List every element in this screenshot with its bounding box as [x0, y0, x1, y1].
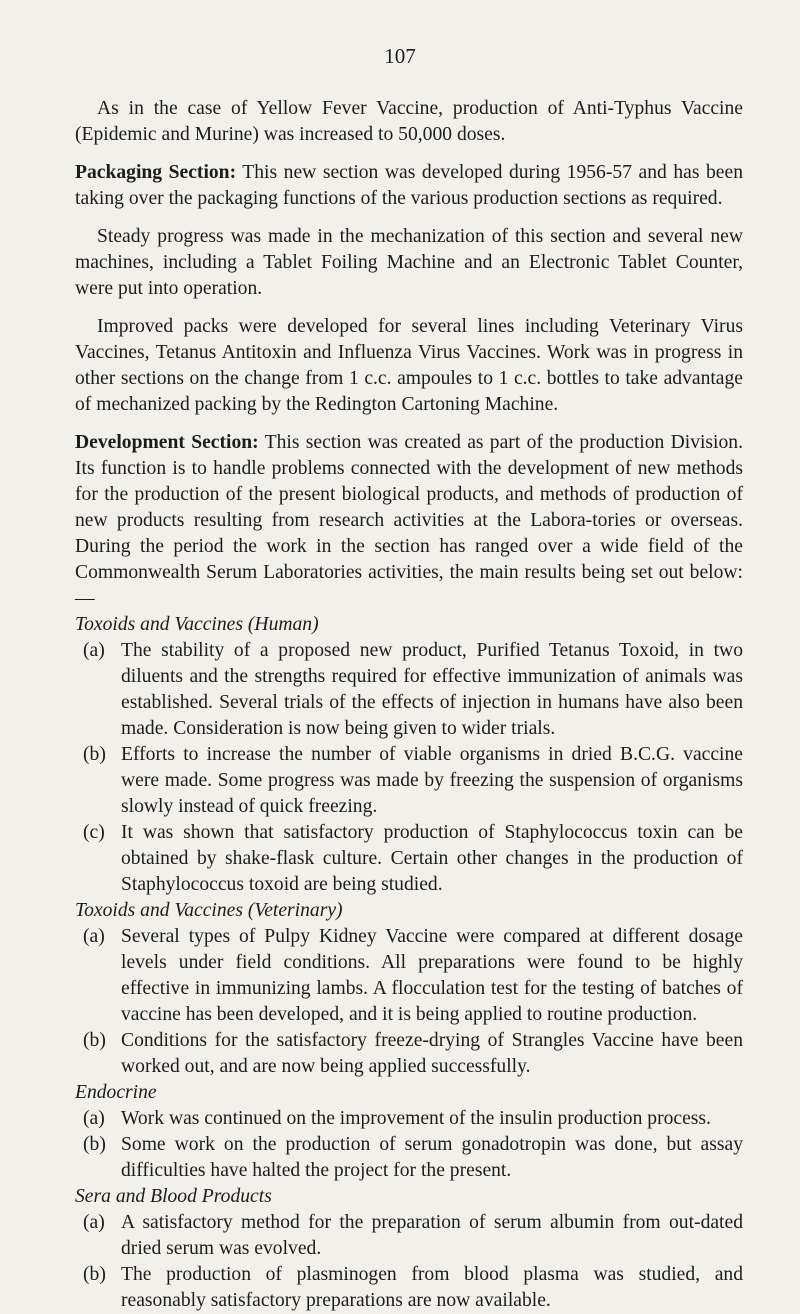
section-toxoids-veterinary	[75, 898, 743, 1080]
paragraph-development-section	[75, 430, 743, 612]
item-label: (b)	[83, 1264, 106, 1285]
packaging-section-heading: Packaging Section:	[75, 162, 237, 183]
paragraph-improved-packs: Improved packs were developed for several lines including Veterinary Virus Vaccines, Tetanus Antitoxin and Influenza Virus Vaccines. Work was in progress in other sections on the change from 1 c.c. ampoules to 1 c.c. bottles to take advantage of mechanized packing by the Redington Cartoning Machine.	[75, 316, 743, 415]
list-item	[75, 1210, 743, 1262]
item-text: Several types of Pulpy Kidney Vaccine were compared at different dosage levels under field conditions. All preparations were found to be highly effective in immunizing lambs. A flocculation test for the testing of batches of vaccine has been developed, and it is being applied to routine production.	[121, 926, 743, 1025]
item-label: (a)	[83, 640, 105, 661]
paragraph-packaging-section	[75, 160, 743, 212]
item-label: (c)	[83, 822, 105, 843]
list-item	[75, 742, 743, 820]
item-text: The production of plasminogen from blood plasma was studied, and reasonably satisfactory preparations are now available.	[121, 1264, 743, 1311]
page-number: 107	[384, 44, 416, 68]
item-label: (a)	[83, 926, 105, 947]
paragraph-anti-typhus: As in the case of Yellow Fever Vaccine, production of Anti-Typhus Vaccine (Epidemic and Murine) was increased to 50,000 doses.	[75, 98, 743, 145]
item-text: Work was continued on the improvement of the insulin production process.	[121, 1108, 711, 1129]
section-endocrine	[75, 1080, 743, 1184]
paragraph-mechanization: Steady progress was made in the mechanization of this section and several new machines, including a Tablet Foiling Machine and an Electronic Tablet Counter, were put into operation.	[75, 226, 743, 299]
packaging-section-text: This new section was developed during 1956-57 and has been taking over the packaging functions of the various production sections as required.	[75, 162, 743, 209]
item-text: Efforts to increase the number of viable organisms in dried B.C.G. vaccine were made. Some progress was made by freezing the suspension of organisms slowly instead of quick freezing.	[121, 744, 743, 817]
document-body	[75, 96, 743, 1314]
item-text: Conditions for the satisfactory freeze-drying of Strangles Vaccine have been worked out, and are now being applied successfully.	[121, 1030, 743, 1077]
list-item	[75, 1132, 743, 1184]
item-label: (a)	[83, 1212, 105, 1233]
item-text: A satisfactory method for the preparation of serum albumin from out-dated dried serum was evolved.	[121, 1212, 743, 1259]
section-heading: Sera and Blood Products	[75, 1186, 272, 1207]
section-toxoids-human	[75, 612, 743, 898]
development-section-text: This section was created as part of the production Division. Its function is to handle problems connected with the development of new methods for the production of the present biological products, and methods of production of new products resulting from research activities at the Labora-tories or overseas. During the period the work in the section has ranged over a wide field of the Commonwealth Serum Laboratories activities, the main results being set out below:—	[75, 432, 743, 609]
list-item	[75, 1028, 743, 1080]
item-text: The stability of a proposed new product, Purified Tetanus Toxoid, in two diluents and the strengths required for effective immunization of animals was established. Several trials of the effects of injection in humans have also been made. Consideration is now being given to wider trials.	[121, 640, 743, 739]
list-item	[75, 638, 743, 742]
item-label: (b)	[83, 1030, 106, 1051]
list-item	[75, 1106, 743, 1132]
section-heading: Toxoids and Vaccines (Human)	[75, 614, 319, 635]
item-label: (b)	[83, 1134, 106, 1155]
section-heading: Endocrine	[75, 1082, 157, 1103]
list-item	[75, 820, 743, 898]
item-label: (b)	[83, 744, 106, 765]
list-item	[75, 924, 743, 1028]
list-item	[75, 1262, 743, 1314]
item-text: It was shown that satisfactory production of Staphylococcus toxin can be obtained by shake-flask culture. Certain other changes in the production of Staphylococcus toxoid are being studied.	[121, 822, 743, 895]
section-sera-blood-products	[75, 1184, 743, 1314]
development-section-heading: Development Section:	[75, 432, 259, 453]
item-text: Some work on the production of serum gonadotropin was done, but assay difficulties have halted the project for the present.	[121, 1134, 743, 1181]
section-heading: Toxoids and Vaccines (Veterinary)	[75, 900, 343, 921]
item-label: (a)	[83, 1108, 105, 1129]
